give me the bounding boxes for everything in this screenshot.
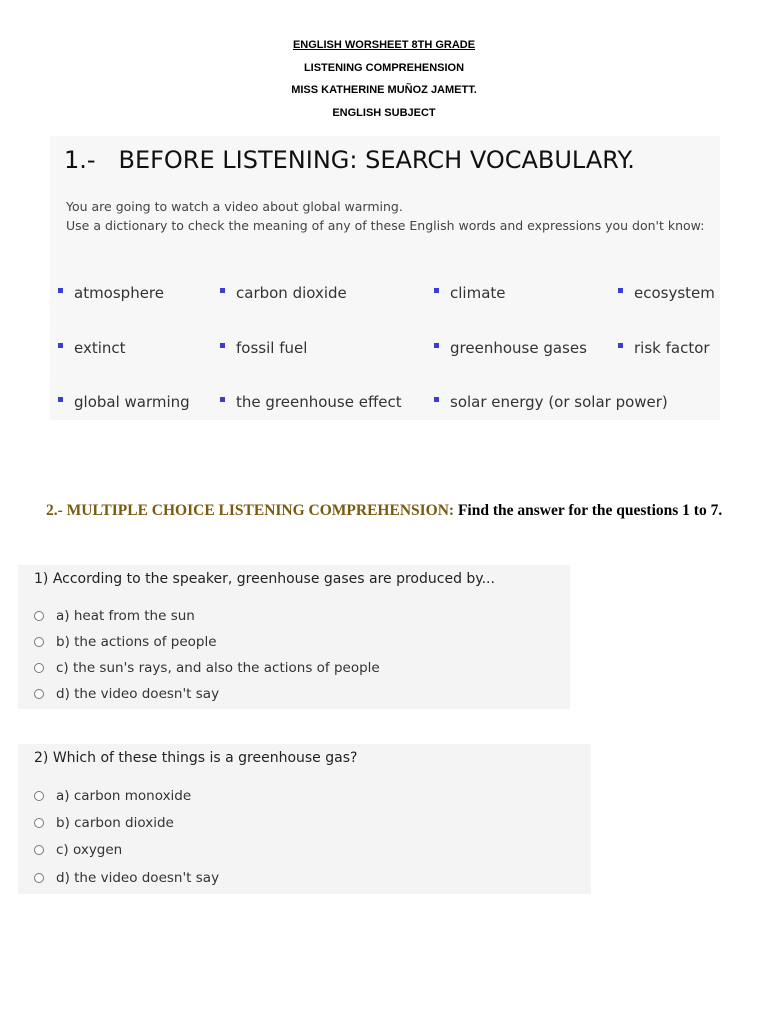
bullet-icon [618, 343, 623, 348]
answer-option[interactable]: d) the video doesn't say [34, 870, 219, 886]
vocab-item: fossil fuel [220, 339, 307, 357]
vocabulary-section [50, 136, 720, 420]
section1-title [64, 146, 635, 174]
vocab-item: risk factor [618, 339, 710, 357]
radio-button[interactable] [34, 637, 44, 647]
question-text: 1) According to the speaker, greenhouse gases are produced by... [34, 571, 495, 587]
section1-title-lead: BEFORE LISTENING: [118, 146, 358, 174]
section2-heading [46, 500, 736, 521]
bullet-icon [58, 397, 63, 402]
radio-button[interactable] [34, 663, 44, 673]
bullet-icon [618, 288, 623, 293]
answer-option[interactable]: b) the actions of people [34, 634, 217, 650]
bullet-icon [58, 343, 63, 348]
vocab-item: the greenhouse effect [220, 393, 402, 411]
answer-option[interactable]: c) the sun's rays, and also the actions of people [34, 660, 380, 676]
teacher-name: MISS KATHERINE MUÑOZ JAMETT. [291, 84, 477, 96]
question-card-2 [18, 744, 591, 894]
vocab-item: carbon dioxide [220, 284, 347, 302]
radio-button[interactable] [34, 818, 44, 828]
answer-option[interactable]: b) carbon dioxide [34, 815, 174, 831]
worksheet-subtitle: LISTENING COMPREHENSION [303, 61, 465, 74]
vocab-item: atmosphere [58, 284, 164, 302]
radio-button[interactable] [34, 689, 44, 699]
bullet-icon [434, 288, 439, 293]
bullet-icon [434, 397, 439, 402]
bullet-icon [434, 343, 439, 348]
bullet-icon [220, 343, 225, 348]
radio-button[interactable] [34, 845, 44, 855]
answer-option[interactable]: a) heat from the sun [34, 608, 195, 624]
intro-line-2: Use a dictionary to check the meaning of any of these English words and expressions you don't know: [66, 217, 705, 233]
radio-button[interactable] [34, 873, 44, 883]
section2-heading-rest: Find the answer for the questions 1 to 7. [457, 502, 723, 519]
vocab-item: extinct [58, 339, 126, 357]
vocab-item: ecosystem [618, 284, 715, 302]
radio-button[interactable] [34, 611, 44, 621]
subject-name: ENGLISH SUBJECT [332, 106, 436, 119]
section1-number: 1.- [64, 146, 96, 174]
vocab-item: solar energy (or solar power) [434, 393, 668, 411]
worksheet-title: ENGLISH WORSHEET 8TH GRADE [292, 39, 476, 51]
vocab-item: climate [434, 284, 506, 302]
answer-option[interactable]: a) carbon monoxide [34, 788, 191, 804]
section2-heading-lead: 2.- MULTIPLE CHOICE LISTENING COMPREHENSION: [46, 502, 455, 519]
answer-option[interactable]: d) the video doesn't say [34, 686, 219, 702]
vocab-item: greenhouse gases [434, 339, 587, 357]
answer-option[interactable]: c) oxygen [34, 842, 122, 858]
bullet-icon [58, 288, 63, 293]
bullet-icon [220, 397, 225, 402]
question-card-1 [18, 565, 570, 709]
intro-line-1: You are going to watch a video about global warming. [66, 199, 403, 214]
section1-title-rest: SEARCH VOCABULARY. [365, 146, 635, 174]
section1-intro [66, 198, 706, 235]
radio-button[interactable] [34, 791, 44, 801]
worksheet-header [0, 34, 768, 124]
bullet-icon [220, 288, 225, 293]
question-text: 2) Which of these things is a greenhouse gas? [34, 750, 358, 766]
vocab-item: global warming [58, 393, 190, 411]
